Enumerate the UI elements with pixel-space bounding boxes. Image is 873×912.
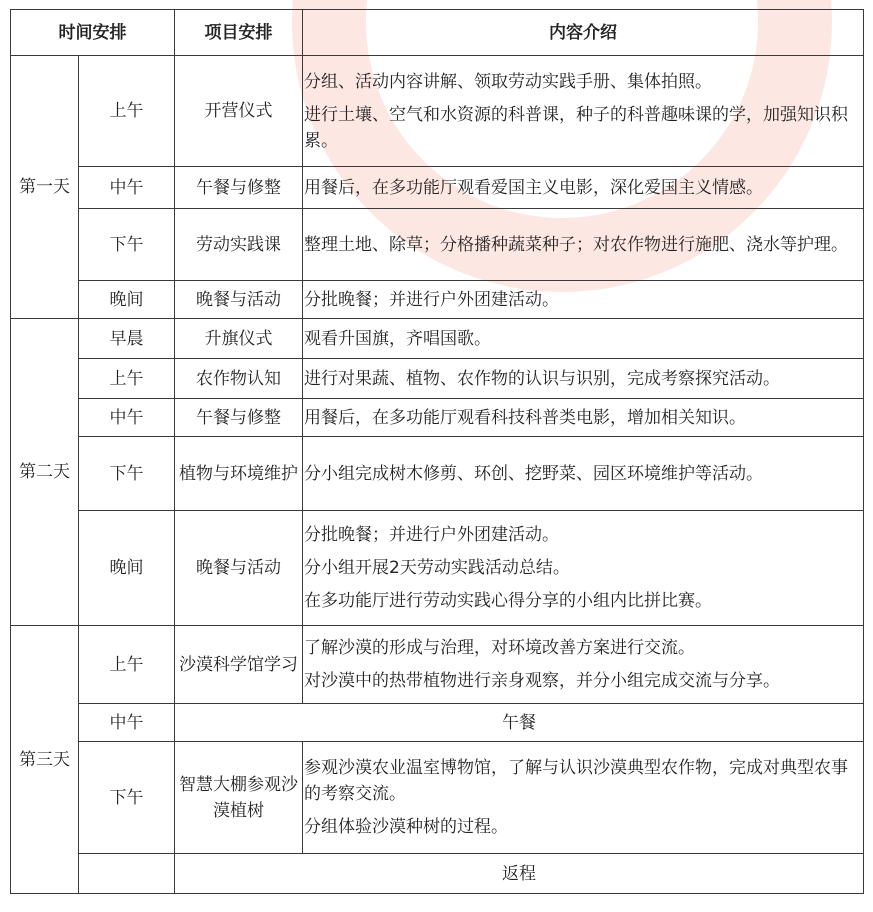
table-row <box>11 704 864 742</box>
table-row <box>11 167 864 209</box>
table-row <box>11 209 864 281</box>
time-cell: 上午 <box>79 56 175 167</box>
content-line: 分批晚餐；并进行户外团建活动。 <box>304 525 559 545</box>
content-line: 分小组完成树木修剪、环创、挖野菜、园区环境维护等活动。 <box>304 463 763 484</box>
content-line: 在多功能厅进行劳动实践心得分享的小组内比拼比赛。 <box>304 591 712 611</box>
content-cell <box>303 511 864 626</box>
content-cell <box>303 209 864 281</box>
header-time: 时间安排 <box>11 10 175 56</box>
day-cell: 第一天 <box>11 56 79 319</box>
table-row <box>11 56 864 167</box>
content-line: 对沙漠中的热带植物进行亲身观察，并分小组完成交流与分享。 <box>304 671 780 691</box>
time-cell: 晚间 <box>79 281 175 319</box>
time-cell: 上午 <box>79 626 175 704</box>
content-cell <box>303 359 864 399</box>
time-cell <box>79 854 175 894</box>
content-line: 进行土壤、空气和水资源的科普课，种子的科普趣味课的学，加强知识积累。 <box>304 104 848 151</box>
project-cell: 午餐与修整 <box>175 399 303 437</box>
content-line: 观看升国旗，齐唱国歌。 <box>304 328 491 349</box>
content-line: 用餐后，在多功能厅观看爱国主义电影，深化爱国主义情感。 <box>304 177 763 198</box>
content-cell <box>303 56 864 167</box>
content-cell <box>303 281 864 319</box>
time-cell: 晚间 <box>79 511 175 626</box>
project-cell: 劳动实践课 <box>175 209 303 281</box>
content-cell <box>303 742 864 854</box>
time-cell: 下午 <box>79 437 175 511</box>
project-cell: 农作物认知 <box>175 359 303 399</box>
table-row <box>11 319 864 359</box>
content-line: 分组体验沙漠种树的过程。 <box>304 817 508 837</box>
content-cell <box>303 319 864 359</box>
time-cell: 上午 <box>79 359 175 399</box>
merged-cell-return: 返程 <box>175 854 864 894</box>
content-line: 用餐后，在多功能厅观看科技科普类电影，增加相关知识。 <box>304 407 746 428</box>
content-cell <box>303 167 864 209</box>
table-row <box>11 854 864 894</box>
time-cell: 下午 <box>79 742 175 854</box>
table-row <box>11 511 864 626</box>
header-content: 内容介绍 <box>303 10 864 56</box>
table-row <box>11 281 864 319</box>
merged-cell-lunch: 午餐 <box>175 704 864 742</box>
table-row <box>11 399 864 437</box>
content-line: 进行对果蔬、植物、农作物的认识与识别，完成考察探究活动。 <box>304 368 780 389</box>
time-cell: 中午 <box>79 704 175 742</box>
table-header-row <box>11 10 864 56</box>
project-cell: 午餐与修整 <box>175 167 303 209</box>
project-cell: 开营仪式 <box>175 56 303 167</box>
content-cell <box>303 626 864 704</box>
table-row <box>11 359 864 399</box>
content-line: 整理土地、除草；分格播种蔬菜种子；对农作物进行施肥、浇水等护理。 <box>304 234 848 255</box>
content-line: 分组、活动内容讲解、领取劳动实践手册、集体拍照。 <box>304 71 712 92</box>
content-cell <box>303 437 864 511</box>
day-cell: 第三天 <box>11 626 79 894</box>
content-line: 了解沙漠的形成与治理，对环境改善方案进行交流。 <box>304 638 695 658</box>
project-cell: 晚餐与活动 <box>175 511 303 626</box>
header-project: 项目安排 <box>175 10 303 56</box>
project-cell: 智慧大棚参观沙漠植树 <box>175 742 303 854</box>
content-line: 分小组开展2天劳动实践活动总结。 <box>304 558 570 578</box>
project-cell: 植物与环境维护 <box>175 437 303 511</box>
table-row <box>11 437 864 511</box>
time-cell: 下午 <box>79 209 175 281</box>
project-cell: 晚餐与活动 <box>175 281 303 319</box>
day-cell: 第二天 <box>11 319 79 626</box>
time-cell: 中午 <box>79 399 175 437</box>
time-cell: 早晨 <box>79 319 175 359</box>
table-row <box>11 626 864 704</box>
project-cell: 沙漠科学馆学习 <box>175 626 303 704</box>
table-row <box>11 742 864 854</box>
content-line: 参观沙漠农业温室博物馆，了解与认识沙漠典型农作物，完成对典型农事的考察交流。 <box>304 758 848 804</box>
time-cell: 中午 <box>79 167 175 209</box>
schedule-table <box>10 9 864 894</box>
content-cell <box>303 399 864 437</box>
project-cell: 升旗仪式 <box>175 319 303 359</box>
content-line: 分批晚餐；并进行户外团建活动。 <box>304 289 559 310</box>
